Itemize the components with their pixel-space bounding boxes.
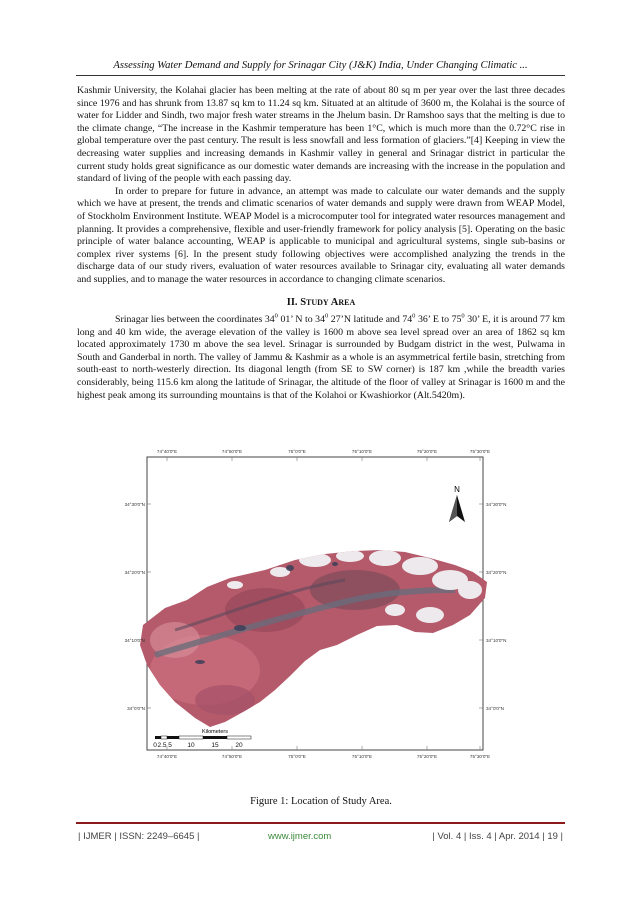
lon-label-top: 74°40'0"E xyxy=(156,449,178,454)
lat-label-right: 34°0'0"N xyxy=(486,706,504,711)
header-rule xyxy=(76,75,565,76)
scale-tick: 10 xyxy=(187,742,195,749)
lat-label-left: 34°30'0"N xyxy=(124,502,145,507)
lat-label-right: 34°30'0"N xyxy=(486,502,507,507)
lon-label-top: 75°20'0"E xyxy=(416,449,438,454)
lon-label-top: 74°50'0"E xyxy=(221,449,243,454)
footer-website-link[interactable]: www.ijmer.com xyxy=(268,831,332,842)
study-area-map-figure xyxy=(115,440,525,785)
paragraph-2: In order to prepare for future in advance, an attempt was made to calculate our water demands and the supply which we have at present, the trends and climatic scenarios of water demands and supply were drawn from WEAP Model, of Stockholm Environment Institute. WEAP Model is a microcomputer tool for integrated water resources management and planning. It provides a comprehensive, flexible and user-friendly framework for policy analysis [5]. Operating on the basic principle of water balance accounting, WEAP is applicable to municipal and agricultural systems, single sub-basins or complex river systems [6]. In the present study following objectives were accomplished analyzing the trends in the discharge data of our study rivers, evaluation of water resources available to Srinagar city, evaluating all water demands and supplies, and to manage the water resources in accordance to changing climate scenarios. xyxy=(77,185,565,285)
north-label: N xyxy=(454,485,460,494)
lon-label-top: 75°30'0"E xyxy=(469,449,491,454)
section-number: II. xyxy=(286,296,298,308)
scale-tick: 15 xyxy=(211,742,219,749)
footer-volume-page: | Vol. 4 | Iss. 4 | Apr. 2014 | 19 | xyxy=(432,831,563,842)
section-heading xyxy=(77,297,565,310)
scale-tick: 20 xyxy=(235,742,243,749)
scale-title: Kilometers xyxy=(202,729,228,735)
lon-label-bottom: 75°30'0"E xyxy=(469,754,491,759)
lat-label-left: 34°20'0"N xyxy=(124,570,145,575)
paragraph-1: Kashmir University, the Kolahai glacier has been melting at the rate of about 80 sq m per year over the last three decades since 1976 and has shrunk from 13.87 sq km to 11.24 sq km. Situated at an altitude of 3600 m, the Kolahai is the source of water for Lidder and Sindh, two major fresh water streams in the Jhelum basin. Dr Ramshoo says that the melting is due to the climate change, “The increase in the Kashmir temperature has been 1°C, which is much more than the 0.72°C rise in global temperature over the past century. The result is less snowfall and less formation of glaciers.”[4] Keeping in view the decreasing water supplies and increasing demands in Kashmir valley in general and Srinagar district in particular the current study holds great significance as our domestic water demands are increasing with the increase in the population and standard of living of the people with each passing day. xyxy=(77,85,565,185)
lon-label-bottom: 74°40'0"E xyxy=(156,754,178,759)
lon-label-bottom: 75°0'0"E xyxy=(288,754,306,759)
lat-label-left: 34°10'0"N xyxy=(124,638,145,643)
article-body xyxy=(77,85,565,402)
lat-label-right: 34°10'0"N xyxy=(486,638,507,643)
footer-journal-issn: | IJMER | ISSN: 2249–6645 | xyxy=(78,831,200,842)
lon-label-top: 75°0'0"E xyxy=(288,449,306,454)
study-area-map xyxy=(115,440,525,785)
lon-label-bottom: 74°50'0"E xyxy=(221,754,243,759)
lat-label-right: 34°20'0"N xyxy=(486,570,507,575)
study-area-paragraph: Srinagar lies between the coordinates $34^0$ 01’ N to $34^0$ 27’N latitude and $74^0$ 36’ E to $75^0$ 30’ E, it is around 77 km long and 40 km wide, the average elevation of the valley is 1600 m above sea level spread over an area of 1862 sq km located approximately 1730 m above the sea level. Srinagar is surrounded by Budgam district in the west, Pulwama in South and Ganderbal in north. The valley of Jammu & Kashmir as a whole is an asymmetrical fertile basin, stretching from south-east to north-westerly direction. Its diagonal length (from SE to SW corner) is 187 km ,while the breadth varies considerably, being 115.6 km along the latitude of Srinagar, the altitude of the floor of valley at Srinagar is 1600 m and the highest peak among its surrounding mountains is that of the Kolahoi or Kwashiorkor (Alt.5420m). xyxy=(77,312,565,401)
running-header: Assessing Water Demand and Supply for Srinagar City (J&K) India, Under Changing Climatic ... xyxy=(113,60,528,71)
lon-label-top: 75°10'0"E xyxy=(351,449,373,454)
lat-label-left: 34°0'0"N xyxy=(127,706,145,711)
scale-tick: 0 xyxy=(153,742,157,749)
section-title: STUDY AREA xyxy=(300,296,356,308)
scale-tick: 5 xyxy=(168,742,172,749)
lon-label-bottom: 75°20'0"E xyxy=(416,754,438,759)
figure-caption: Figure 1: Location of Study Area. xyxy=(250,796,392,807)
scale-tick: 2.5 xyxy=(157,742,167,749)
footer-rule xyxy=(76,822,565,824)
lon-label-bottom: 75°10'0"E xyxy=(351,754,373,759)
